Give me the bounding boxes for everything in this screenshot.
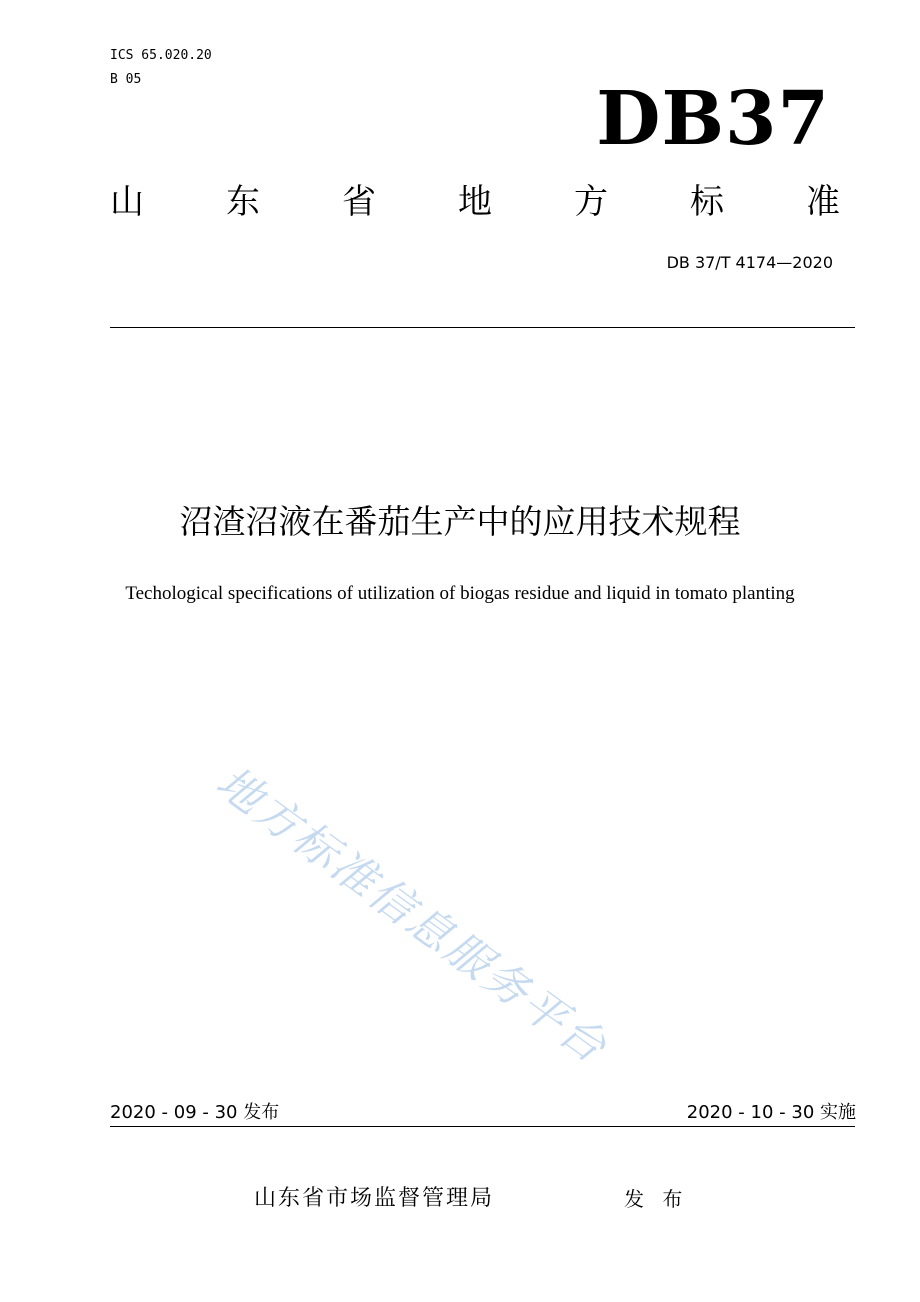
standard-type-char: 方 [574,182,608,222]
standard-type-char: 山 [110,182,144,222]
watermark: 地方标准信息服务平台 [206,756,618,1075]
issue-date: 2020 - 09 - 30 发布 [110,1102,280,1123]
standard-number: DB 37/T 4174—2020 [666,253,833,272]
issue-label: 发 布 [624,1187,689,1211]
ccs-code: B 05 [110,72,142,87]
title-chinese: 沼渣沼液在番茄生产中的应用技术规程 [179,502,741,541]
title-english: Techological specifications of utilization of biogas residue and liquid in tomato planting [125,583,795,604]
standard-type-char: 省 [342,182,376,222]
top-divider [110,327,855,328]
standard-type-heading [110,180,840,224]
standard-type-char: 标 [690,182,724,222]
standard-type-char: 准 [806,182,840,222]
standard-type-char: 地 [458,182,492,222]
issuing-authority: 山东省市场监督管理局 [254,1186,495,1211]
implementation-date: 2020 - 10 - 30 实施 [686,1102,856,1123]
ics-code: ICS 65.020.20 [110,48,212,63]
db37-logo: DB37 [596,76,830,162]
bottom-divider [110,1126,855,1127]
standard-type-char: 东 [226,182,260,222]
